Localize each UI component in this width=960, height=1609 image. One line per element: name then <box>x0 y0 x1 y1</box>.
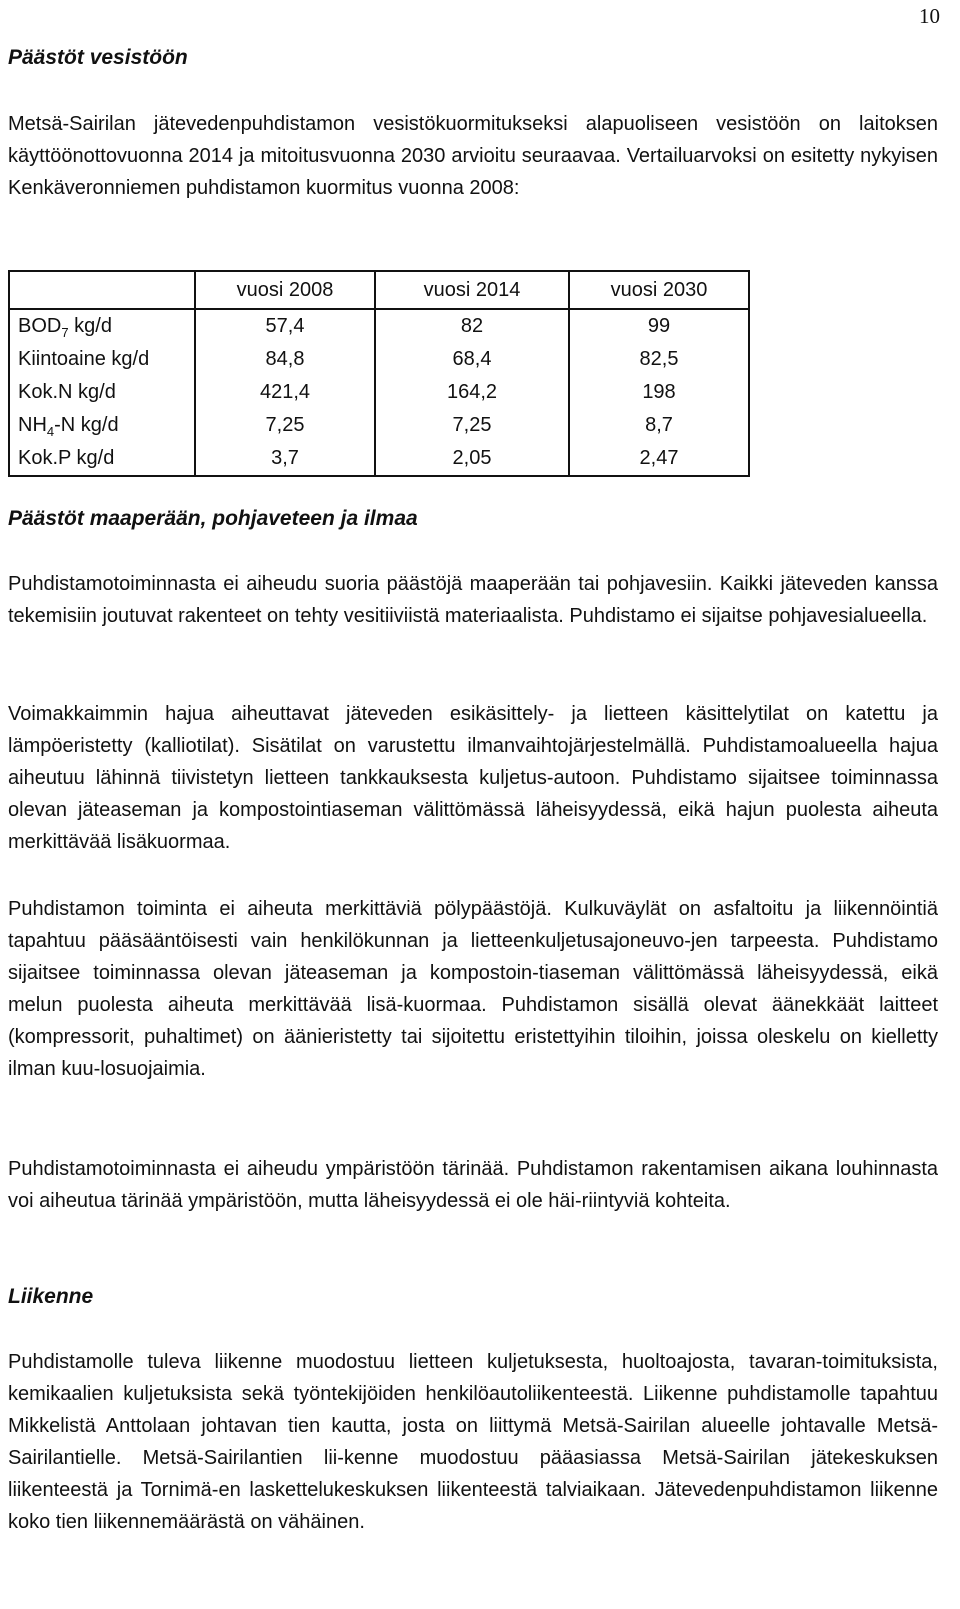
table-cell-parameter: $BOD_7$ kg/d <box>9 309 195 343</box>
table-cell-parameter: Kok.N kg/d <box>9 376 195 409</box>
section-heading-maapera: Päästöt maaperään, pohjaveteen ja ilmaa <box>8 507 418 530</box>
table-cell: 164,2 <box>375 376 569 409</box>
paragraph-text: Metsä-Sairilan jätevedenpuhdistamon vesistökuormitukseksi alapuoliseen vesistöön on laitoksen käyttöönottovuonna 2014 ja mitoitusvuonna 2030 arvioitu seuraavaa. Vertailuarvoksi on esitetty nykyisen Kenkäveronniemen puhdistamon kuormitus vuonna 2008: <box>8 113 938 199</box>
table-cell: 57,4 <box>195 309 375 343</box>
paragraph-text: Puhdistamon toiminta ei aiheuta merkittäviä pölypäästöjä. Kulkuväylät on asfaltoitu ja liikennöintiä tapahtuu pääsääntöisesti vain henkilökunnan ja lietteenkuljetusajoneuvo-jen tarpeesta. Puhdistamo sijaitsee toiminnassa olevan jäteaseman ja kompostoin-tiaseman välittömässä läheisyydessä, eikä melun puolesta aiheuta merkittävää lisä-kuormaa. Puhdistamon sisällä olevat äänekkäät laitteet (kompressorit, puhaltimet) on äänieristetty tai sijoitettu eristettyihin tiloihin, joissa oleskelu on kielletty ilman kuu-losuojaimia. <box>8 898 938 1080</box>
table-header-2030: vuosi 2030 <box>569 271 749 309</box>
table-cell: 82 <box>375 309 569 343</box>
section-heading-liikenne: Liikenne <box>8 1285 94 1308</box>
table-cell: 8,7 <box>569 409 749 442</box>
table-cell: 68,4 <box>375 343 569 376</box>
table-header-2014: vuosi 2014 <box>375 271 569 309</box>
table-cell: 99 <box>569 309 749 343</box>
table-cell-parameter: Kiintoaine kg/d <box>9 343 195 376</box>
table-header-2008: vuosi 2008 <box>195 271 375 309</box>
table-row <box>9 309 749 343</box>
table-header-row <box>9 271 749 309</box>
paragraph-text: Voimakkaimmin hajua aiheuttavat jäteveden esikäsittely- ja lietteen käsittelytilat on katettu ja lämpöeristetty (kalliotilat). Sisätilat on varustettu ilmanvaihtojärjestelmällä. Puhdistamoalueella hajua aiheutuu lähinnä tiivistetyn lietteen tankkauksesta kuljetus-autoon. Puhdistamo sijaitsee toiminnassa olevan jäteaseman ja kompostointiaseman välittömässä läheisyydessä, eikä hajun puolesta aiheuta merkittävää lisäkuormaa. <box>8 703 938 853</box>
paragraph-intro <box>8 108 938 204</box>
paragraph-text: Puhdistamolle tuleva liikenne muodostuu lietteen kuljetuksesta, huoltoajosta, tavaran-toimituksista, kemikaalien kuljetuksista sekä työntekijöiden henkilöautoliikenteestä. Liikenne puhdistamolle tapahtuu Mikkelistä Anttolaan johtavan tien kautta, josta on liittymä Metsä-Sairilan alueelle johtavalle Metsä-Sairilantielle. Metsä-Sairilantien lii-kenne muodostuu pääasiassa Metsä-Sairilan jätekeskuksen liikenteestä ja Tornimä-en laskettelukeskuksen liikenteestä talviaikaan. Jätevedenpuhdistamon liikenne koko tien liikennemäärästä on vähäinen. <box>8 1351 938 1533</box>
table-row <box>9 442 749 476</box>
table-cell-parameter: Kok.P kg/d <box>9 442 195 476</box>
paragraph-haju <box>8 698 938 858</box>
table-cell-parameter: $NH_4-N$ kg/d <box>9 409 195 442</box>
table-row <box>9 376 749 409</box>
table-cell: 3,7 <box>195 442 375 476</box>
table-cell: 84,8 <box>195 343 375 376</box>
table-cell: 198 <box>569 376 749 409</box>
table-cell: 2,05 <box>375 442 569 476</box>
table-cell: 7,25 <box>375 409 569 442</box>
emissions-table <box>8 270 750 477</box>
table-row <box>9 343 749 376</box>
table-cell: 421,4 <box>195 376 375 409</box>
paragraph-liikenne <box>8 1346 938 1538</box>
table-cell: 82,5 <box>569 343 749 376</box>
table-cell: 7,25 <box>195 409 375 442</box>
table-header-empty <box>9 271 195 309</box>
paragraph-maapera <box>8 568 938 632</box>
paragraph-poly-melu <box>8 893 938 1085</box>
paragraph-text: Puhdistamotoiminnasta ei aiheudu ympäristöön tärinää. Puhdistamon rakentamisen aikana louhinnasta voi aiheutua tärinää ympäristöön, mutta läheisyydessä ei ole häi-riintyviä kohteita. <box>8 1158 938 1212</box>
paragraph-text: Puhdistamotoiminnasta ei aiheudu suoria päästöjä maaperään tai pohjavesiin. Kaikki jäteveden kanssa tekemisiin joutuvat rakenteet on tehty vesitiiviistä materiaalista. Puhdistamo ei sijaitse pohjavesialueella. <box>8 573 938 627</box>
table-cell: 2,47 <box>569 442 749 476</box>
paragraph-tarina <box>8 1153 938 1217</box>
page-number: 10 <box>919 4 940 28</box>
table-row <box>9 409 749 442</box>
section-heading-vesisto: Päästöt vesistöön <box>8 46 188 69</box>
